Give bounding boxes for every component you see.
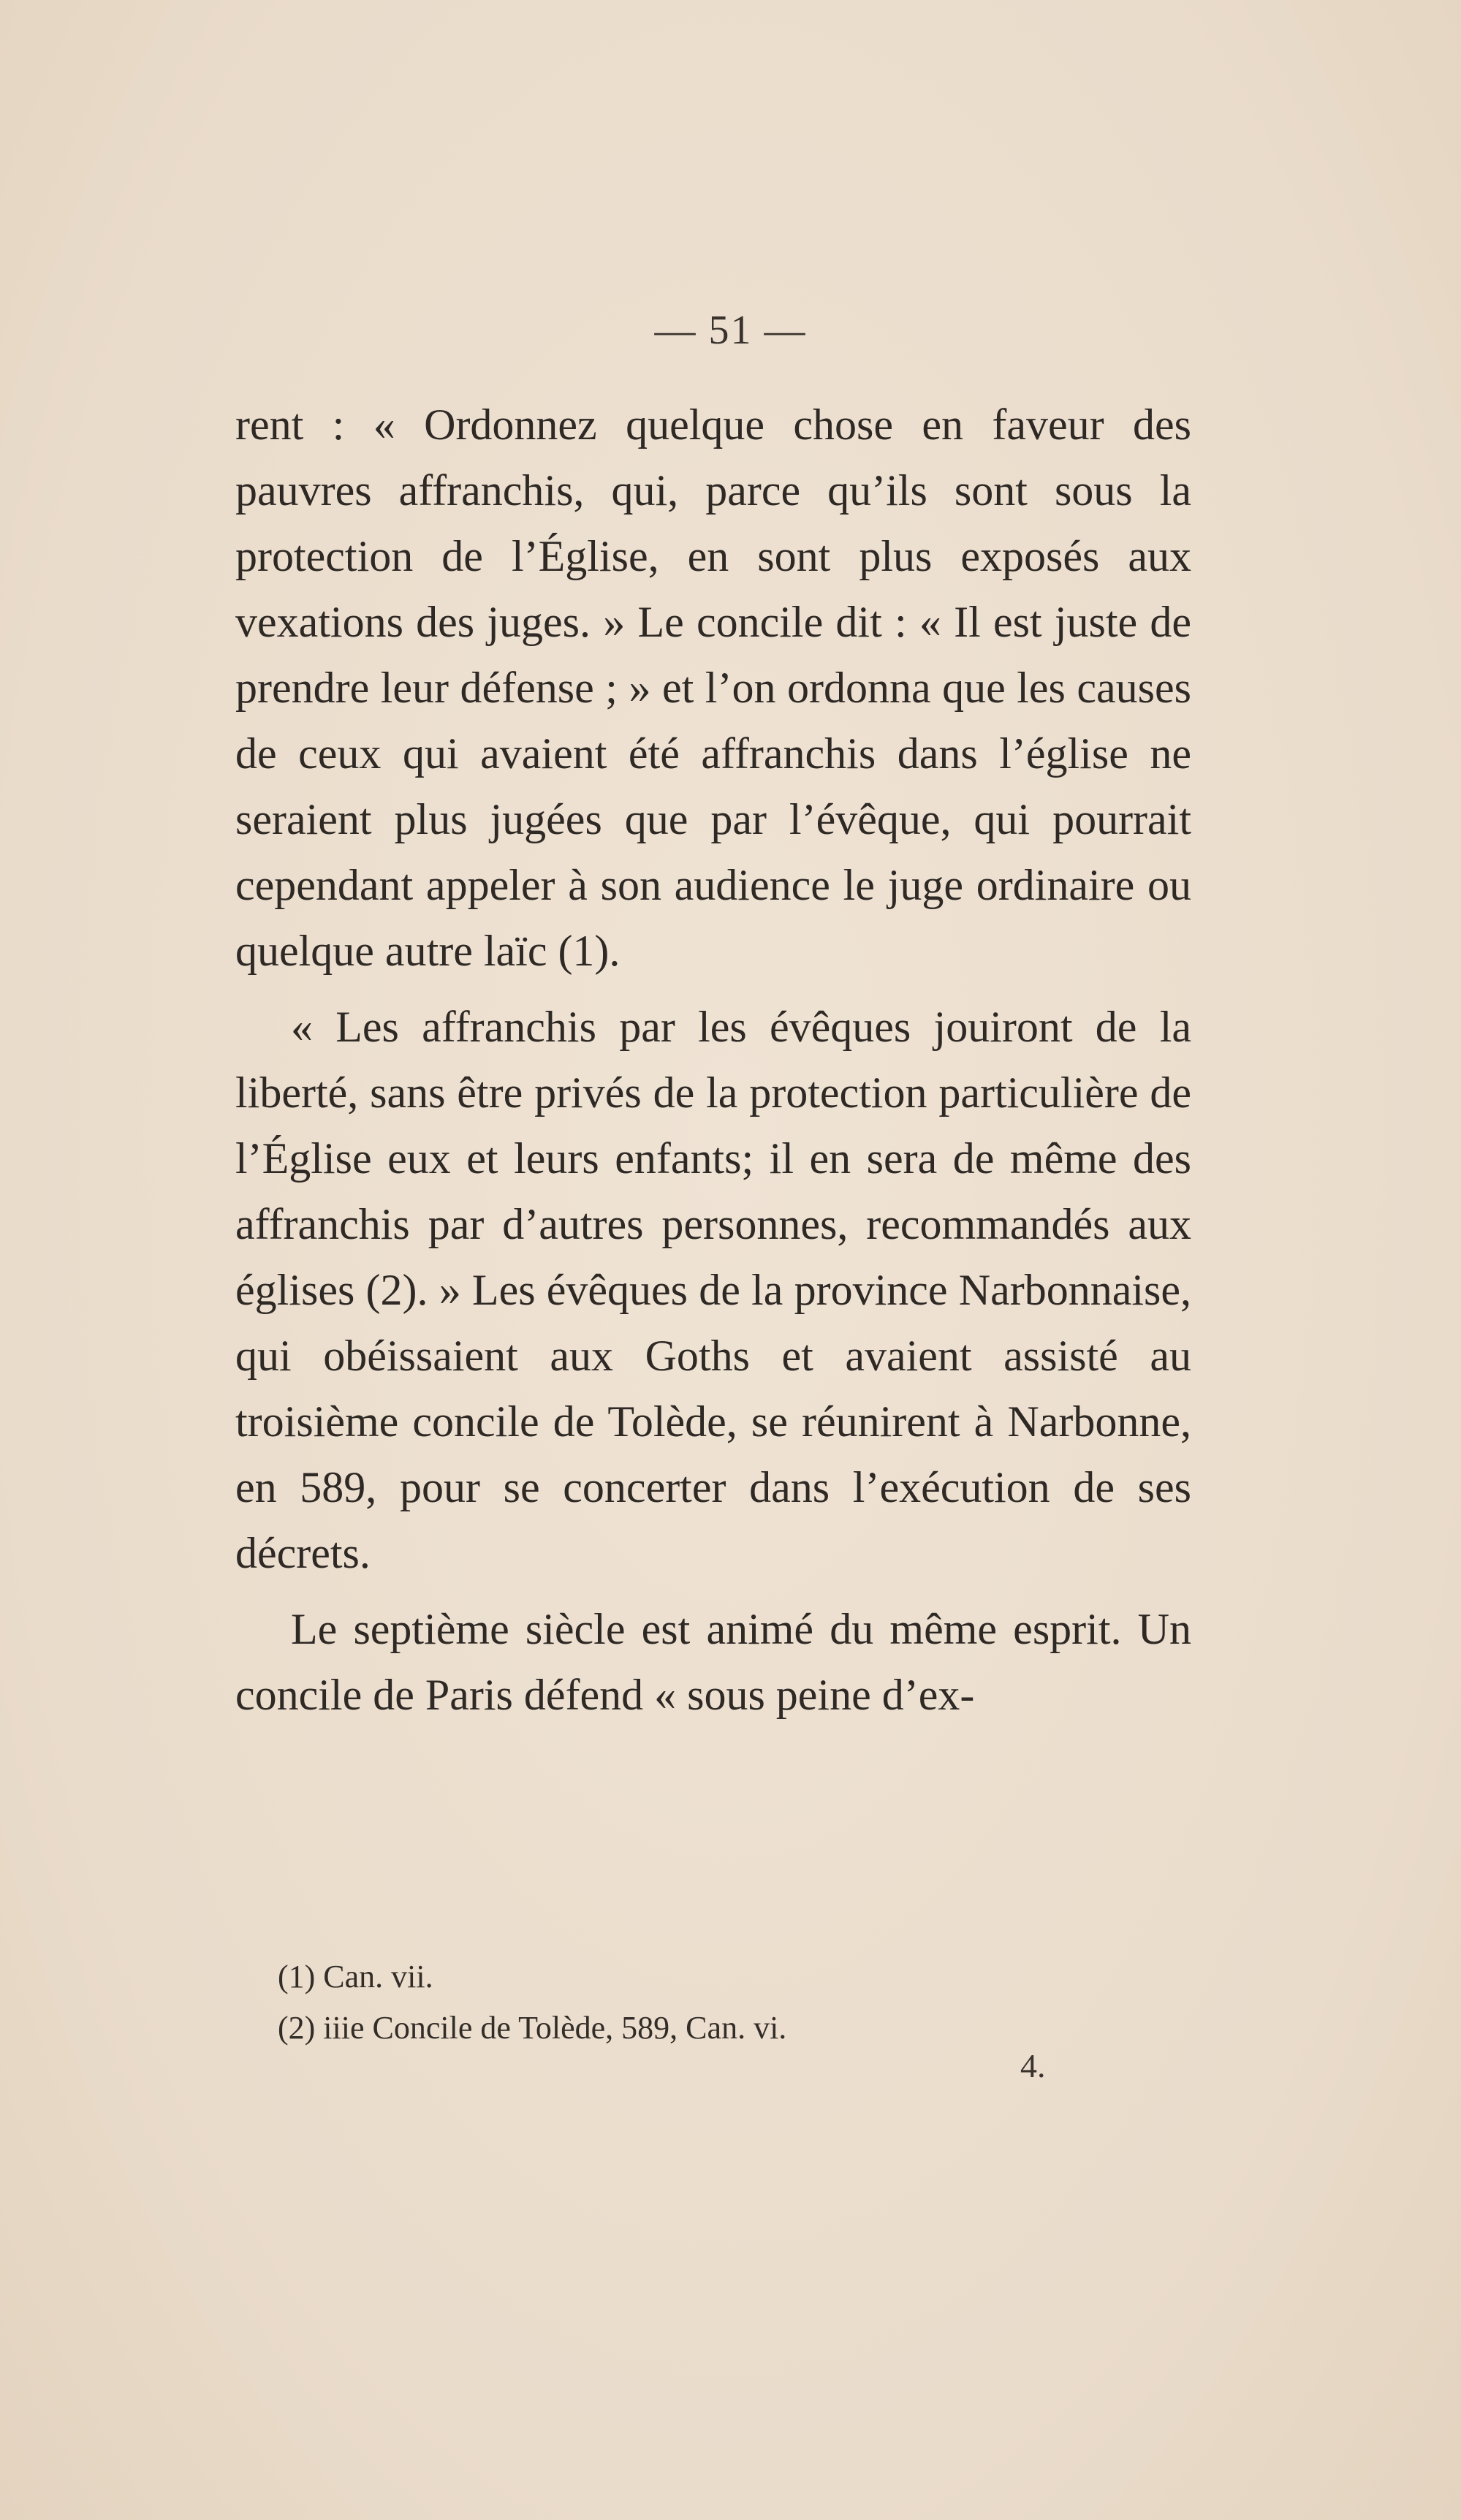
- footnote-2: (2) iiie Concile de Tolède, 589, Can. vi.: [278, 2010, 787, 2046]
- footnotes: [278, 1951, 786, 2054]
- paragraph-2: « Les affranchis par les évêques jouiront de la liberté, sans être privés de la protection particulière de l’Église eux et leurs enfants; il en sera de même des affranchis par d’autres personnes, recommandés aux églises (2). » Les évêques de la province Narbonnaise, qui obéissaient aux Goths et avaient assisté au troisième concile de Tolède, se réunirent à Narbonne, en 589, pour se concerter dans l’exécution de ses décrets.: [235, 1003, 1191, 1577]
- footnote-1: (1) Can. vii.: [278, 1959, 433, 1995]
- paragraph-1: rent : « Ordonnez quelque chose en faveur des pauvres affranchis, qui, parce qu’ils sont sous la protection de l’Église, en sont plus exposés aux vexations des juges. » Le concile dit : « Il est juste de prendre leur défense ; » et l’on ordonna que les causes de ceux qui avaient été affranchis dans l’église ne seraient plus jugées que par l’évêque, qui pourrait cependant appeler à son audience le juge ordinaire ou quelque autre laïc (1).: [235, 401, 1191, 975]
- page-number-header: — 51 —: [654, 308, 807, 353]
- paragraph-3: Le septième siècle est animé du même esprit. Un concile de Paris défend « sous peine d’ex-: [235, 1605, 1191, 1719]
- body-text: [235, 392, 1191, 1728]
- signature-mark: 4.: [1020, 2047, 1046, 2084]
